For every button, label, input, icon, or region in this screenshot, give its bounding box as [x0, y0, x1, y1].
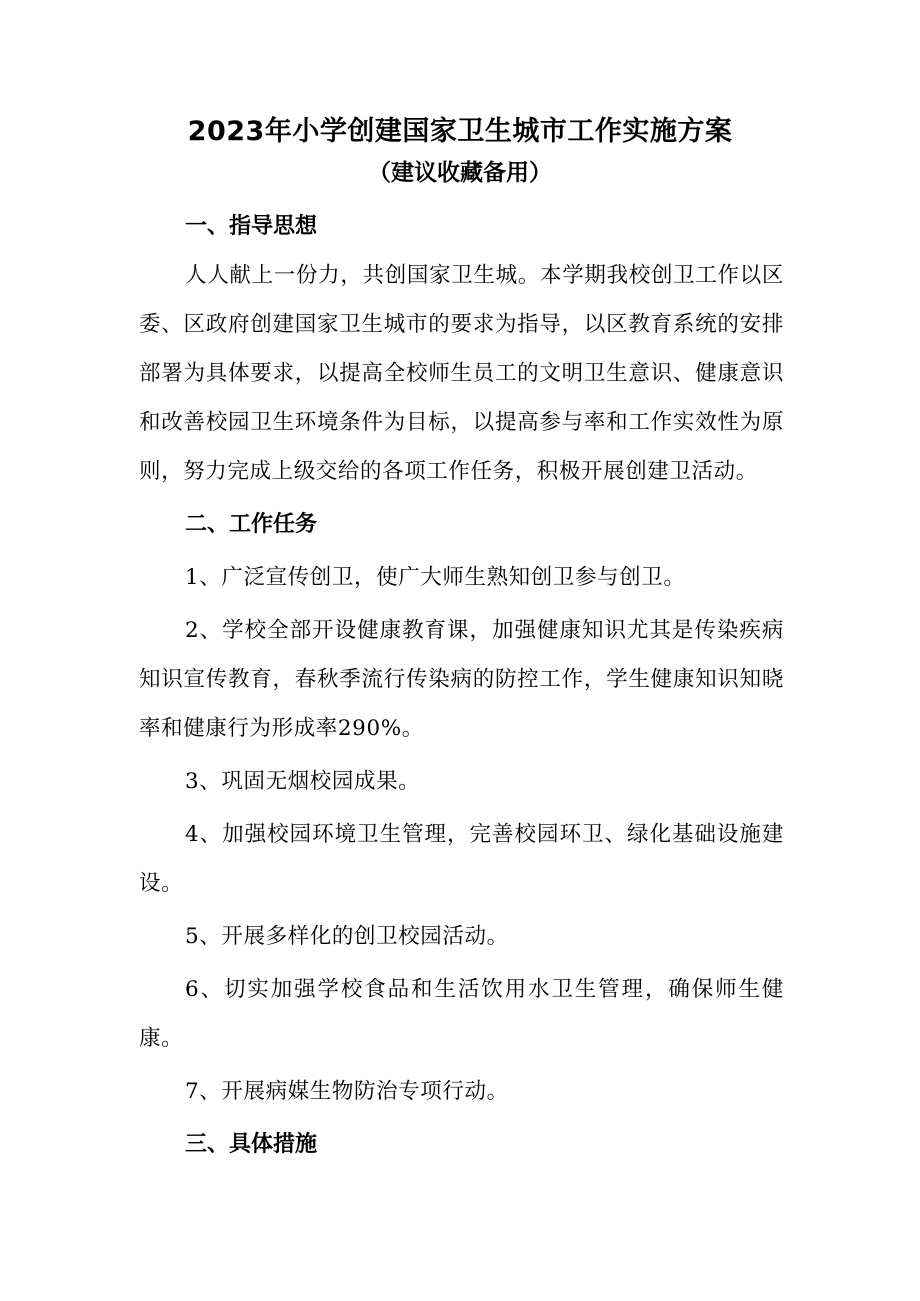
paragraph-guiding-ideology: 人人献上一份力，共创国家卫生城。本学期我校创卫工作以区委、区政府创建国家卫生城市的要求为指导，以区教育系统的安排部署为具体要求，以提高全校师生员工的文明卫生意识、健康意识和改善校园卫生环境条件为目标，以提高参与率和工作实效性为原则，努力完成上级交给的各项工作任务，积极开展创建卫活动。 — [139, 263, 784, 484]
document-subtitle: （建议收藏备用） — [368, 160, 552, 186]
list-item: 6、切实加强学校食品和生活饮用水卫生管理，确保师生健康。 — [139, 977, 784, 1051]
section-heading-guiding-ideology: 一、指导思想 — [185, 214, 318, 239]
list-item: 5、开展多样化的创卫校园活动。 — [185, 924, 509, 949]
section-heading-specific-measures: 三、具体措施 — [185, 1132, 318, 1157]
list-item: 3、巩固无烟校园成果。 — [185, 769, 421, 794]
list-item: 2、学校全部开设健康教育课，加强健康知识尤其是传染疾病知识宣传教育，春秋季流行传染病的防控工作，学生健康知识知晓率和健康行为形成率290%。 — [139, 618, 784, 741]
list-item: 1、广泛宣传创卫，使广大师生熟知创卫参与创卫。 — [185, 565, 686, 590]
document-body — [139, 202, 784, 1169]
list-item: 7、开展病媒生物防治专项行动。 — [185, 1079, 509, 1104]
section-heading-work-tasks: 二、工作任务 — [185, 512, 318, 537]
list-item: 4、加强校园环境卫生管理，完善校园环卫、绿化基础设施建设。 — [139, 822, 784, 896]
document-title: 2023年小学创建国家卫生城市工作实施方案 — [187, 116, 733, 147]
